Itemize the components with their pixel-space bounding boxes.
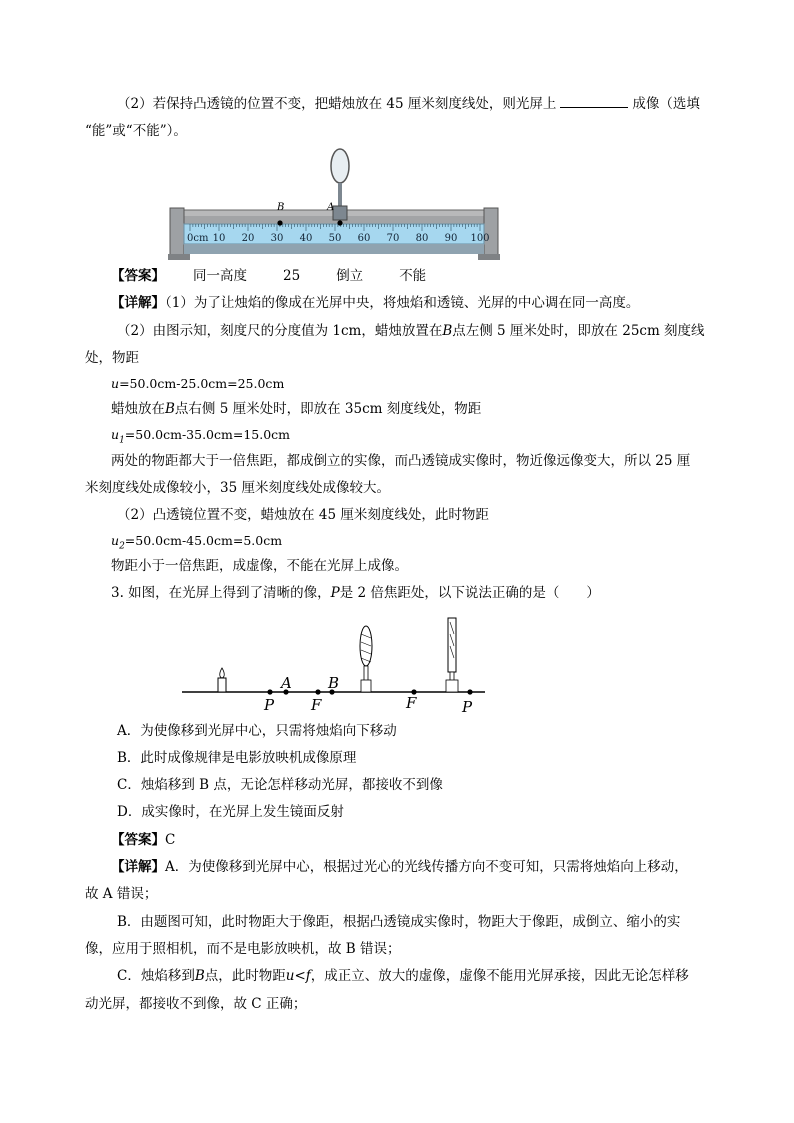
detail2-b2: 像，应用于照相机，而不是电影放映机，故 B 错误；: [85, 941, 401, 957]
optical-bench-figure: [160, 146, 510, 262]
detail1-p7: （2）凸透镜位置不变，蜡烛放在 45 厘米刻度线处，此时物距: [117, 507, 489, 523]
scale-label: 100: [470, 233, 490, 244]
scale-label: 40: [299, 233, 313, 244]
scale-label: 30: [270, 233, 284, 244]
label-f-right: F: [406, 694, 417, 712]
answer2: 【答案】C: [111, 832, 176, 848]
point-b-label: B: [277, 202, 285, 213]
detail2-c1: C．烛焰移到B点，此时物距u<f，成正立、放大的虚像，虚像不能用光屏承接，因此无论怎样移: [117, 968, 689, 984]
scale-label: 20: [241, 233, 255, 244]
detail1-eq3: $u_2=50.0cm-45.0cm=5.0cm$: [111, 533, 283, 552]
detail1-eq1: u=50.0cm-25.0cm=25.0cm: [111, 376, 285, 391]
option-d: D．成实像时，在光屏上发生镜面反射: [117, 804, 344, 820]
detail2-c2: 动光屏，都接收不到像，故 C 正确；: [85, 996, 307, 1012]
detail1-p5: 两处的物距都大于一倍焦距，都成倒立的实像，而凸透镜成实像时，物近像远像变大，所以 25 厘: [111, 453, 691, 469]
detail2-a1: 【详解】A．为使像移到光屏中心，根据过光心的光线传播方向不变可知，只需将烛焰向上移动，: [111, 859, 688, 875]
point-a-dot: [337, 220, 342, 225]
label-p-right: P: [462, 698, 473, 716]
detail1-p1: 【详解】（1）为了让烛焰的像成在光屏中央，将烛焰和透镜、光屏的中心调在同一高度。: [111, 295, 640, 311]
detail1-p2: （2）由图示知，刻度尺的分度值为 1cm，蜡烛放置在B点左侧 5 厘米处时，即放在 25cm 刻度线: [117, 323, 705, 339]
detail1-p8: 物距小于一倍焦距，成虚像，不能在光屏上成像。: [111, 558, 408, 574]
answer1: 【答案】 同一高度 25 倒立 不能: [111, 268, 427, 284]
answer-blank: [560, 93, 628, 108]
detail1-eq2: $u_1=50.0cm-35.0cm=15.0cm$: [111, 427, 291, 446]
detail1-p4: 蜡烛放在B点右侧 5 厘米处时，即放在 35cm 刻度线处，物距: [111, 401, 482, 417]
scale-label: 70: [386, 233, 400, 244]
label-a: A: [281, 674, 292, 692]
q3-stem: 3. 如图，在光屏上得到了清晰的像，P是 2 倍焦距处，以下说法正确的是（ ）: [111, 585, 600, 601]
label-b: B: [328, 674, 340, 692]
point-b-dot: [277, 220, 282, 225]
label-f-left: F: [311, 696, 322, 714]
detail1-p6: 米刻度线处成像较小，35 厘米刻度线处成像较大。: [85, 480, 390, 496]
detail1-p3: 处，物距: [85, 350, 139, 366]
label-p-left: P: [264, 696, 275, 714]
option-a: A．为使像移到光屏中心，只需将烛焰向下移动: [117, 723, 397, 739]
detail2-b1: B．由题图可知，此时物距大于像距，根据凸透镜成实像时，物距大于像距，成倒立、缩小的实: [117, 914, 681, 930]
scale-label: 50: [328, 233, 342, 244]
detail2-a2: 故 A 错误；: [85, 886, 158, 902]
q3-lens-diagram: [180, 612, 490, 718]
scale-label: 10: [212, 233, 226, 244]
point-a-label: A: [327, 202, 335, 213]
light-screen: [446, 618, 458, 692]
convex-lens: [360, 626, 372, 692]
scale-label: 0cm: [187, 233, 209, 244]
q2-line2: “能”或“不能”）。: [85, 123, 187, 139]
candle: [218, 668, 226, 692]
q2-line1: （2）若保持凸透镜的位置不变，把蜡烛放在 45 厘米刻度线处，则光屏上 成像（选填: [117, 93, 700, 114]
scale-label: 90: [444, 233, 458, 244]
scale-label: 60: [357, 233, 371, 244]
option-b: B．此时成像规律是电影放映机成像原理: [117, 750, 357, 766]
scale-label: 80: [415, 233, 429, 244]
option-c: C．烛焰移到 B 点，无论怎样移动光屏，都接收不到像: [117, 777, 443, 793]
